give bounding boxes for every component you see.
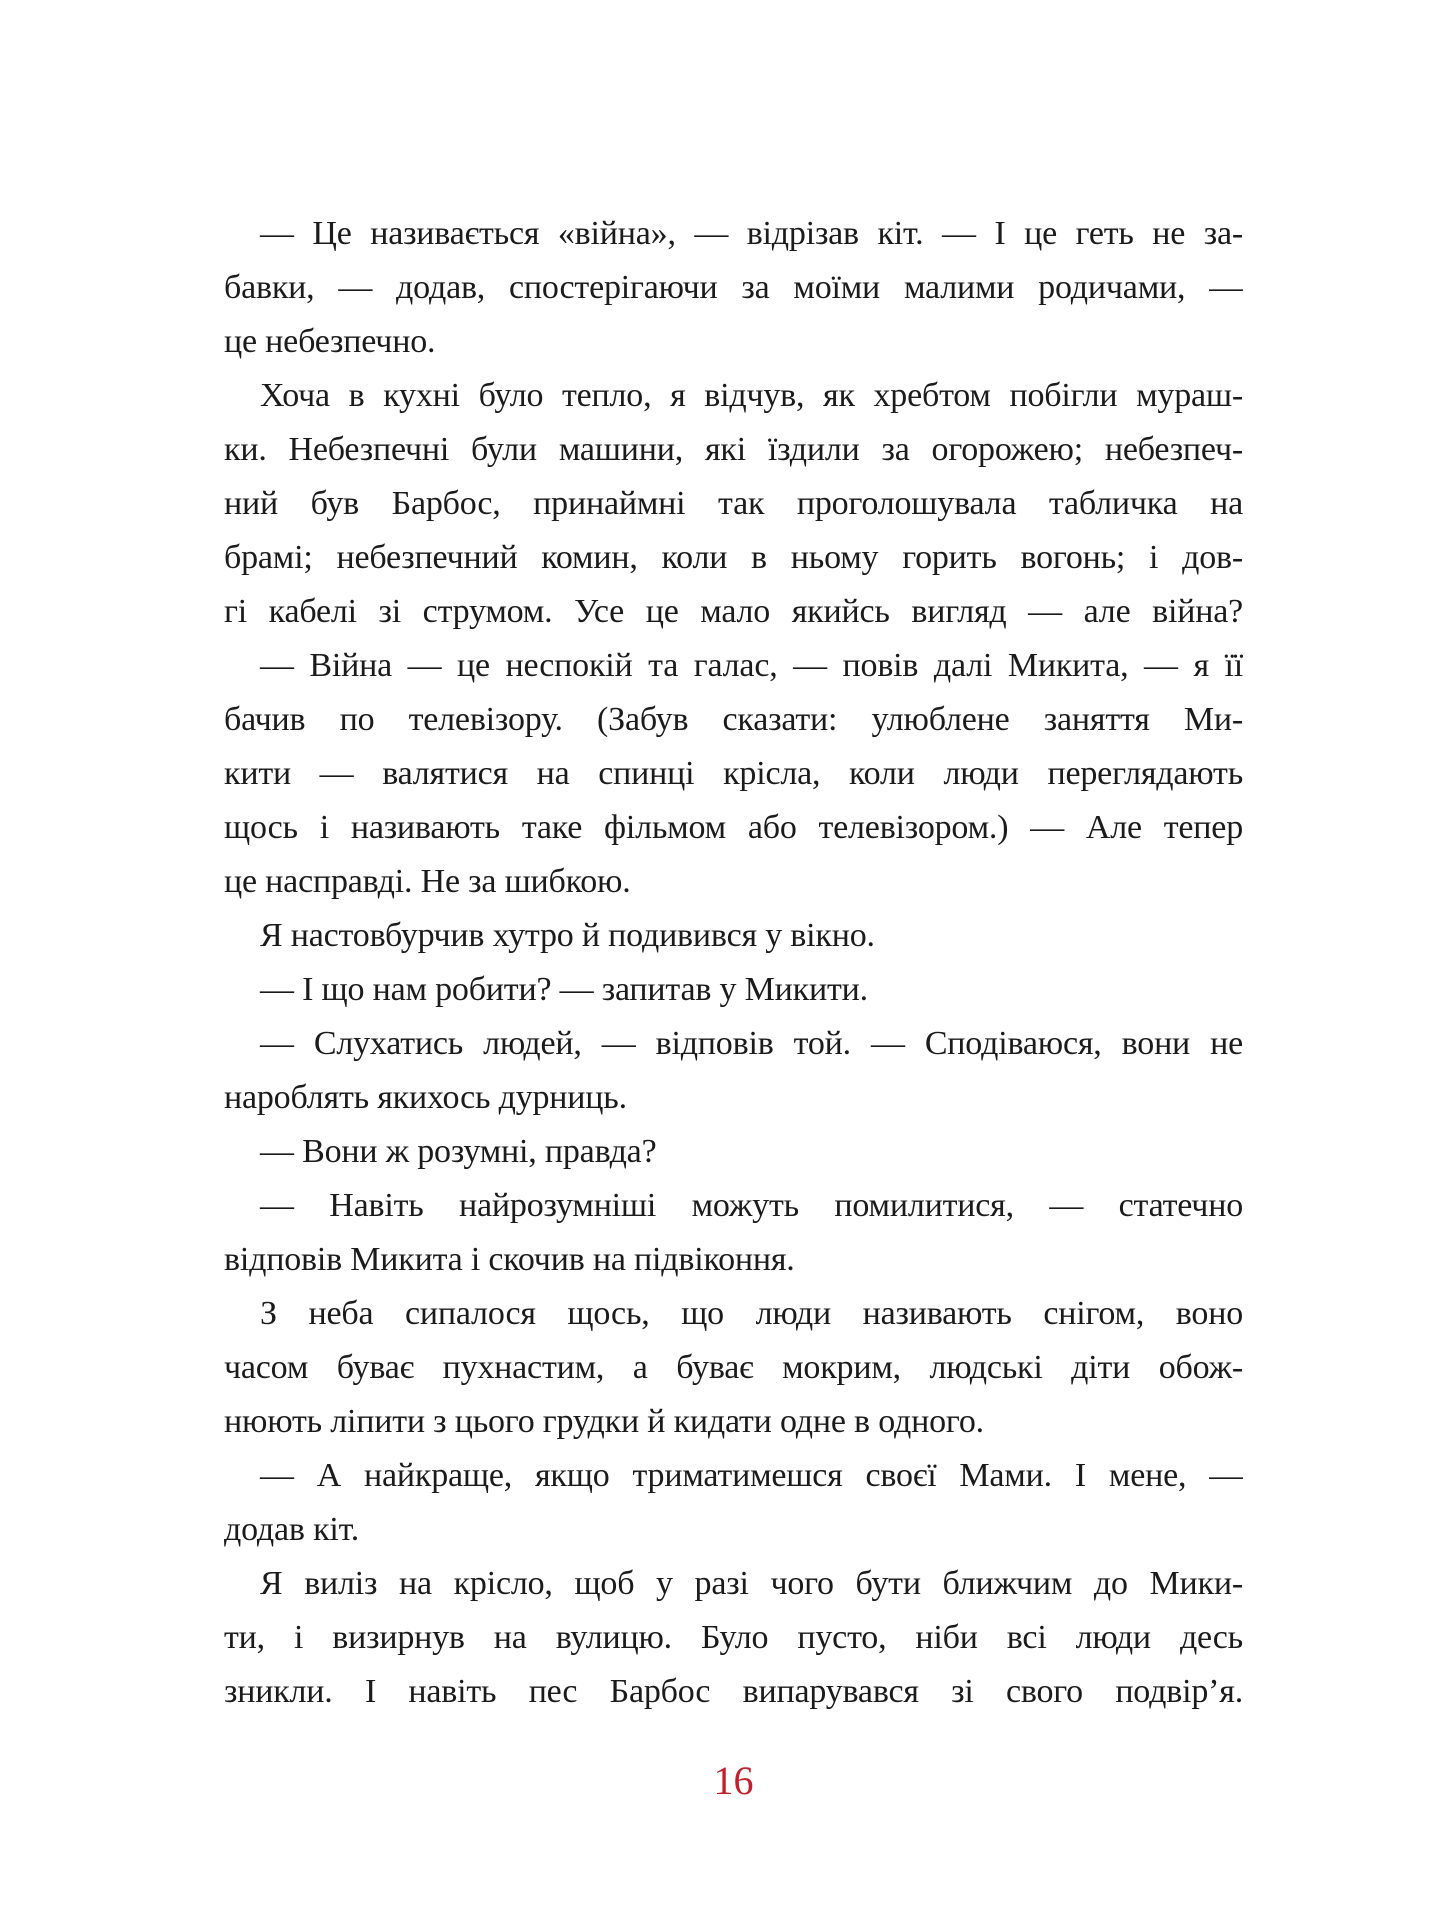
text-line: додав кіт. [224,1511,360,1548]
text-line: це насправді. Не за шибкою. [224,863,631,900]
text-line: нюють ліпити з цього грудки й кидати одне в одного. [224,1403,984,1440]
text-line: — Слухатись людей, — відповів той. — Сподіваюся, вони не [260,1025,1243,1062]
text-line: Я настовбурчив хутро й подивився у вікно. [260,917,875,954]
text-line: брамі; небезпечний комин, коли в ньому горить вогонь; і дов- [224,539,1243,576]
text-block [224,207,1243,1719]
text-line: ний був Барбос, принаймні так проголошувала табличка на [224,485,1243,522]
text-line: — І що нам робити? — запитав у Микити. [260,971,868,1008]
text-line: ти, і визирнув на вулицю. Було пусто, ніби всі люди десь [224,1619,1243,1656]
text-line: — Війна — це неспокій та галас, — повів далі Микита, — я її [260,647,1243,684]
text-line: часом буває пухнастим, а буває мокрим, людські діти обож- [224,1349,1243,1386]
text-line: щось і називають таке фільмом або телевізором.) — Але тепер [224,809,1243,846]
text-line: зникли. І навіть пес Барбос випарувався зі свого подвір’я. [224,1673,1243,1710]
text-line: бачив по телевізору. (Забув сказати: улюблене заняття Ми- [224,701,1243,738]
text-line: це небезпечно. [224,323,436,360]
page-number: 16 [713,1758,754,1803]
text-line: — Це називається «війна», — відрізав кіт. — І це геть не за- [260,215,1243,252]
text-line: кити — валятися на спинці крісла, коли люди переглядають [224,755,1243,792]
text-line: З неба сипалося щось, що люди називають снігом, воно [260,1295,1243,1332]
text-line: ки. Небезпечні були машини, які їздили за огорожею; небезпеч- [224,431,1243,468]
text-line: бавки, — додав, спостерігаючи за моїми малими родичами, — [224,269,1243,306]
text-line: — Вони ж розумні, правда? [260,1133,657,1170]
text-line: Я виліз на крісло, щоб у разі чого бути ближчим до Мики- [260,1565,1243,1602]
text-line: Хоча в кухні було тепло, я відчув, як хребтом побігли мураш- [260,377,1243,414]
text-line: — Навіть найрозумніші можуть помилитися, — статечно [260,1187,1243,1224]
text-line: гі кабелі зі струмом. Усе це мало якийсь вигляд — але війна? [224,593,1243,630]
text-line: — А найкраще, якщо триматимешся своєї Мами. І мене, — [260,1457,1243,1494]
text-line: відповів Микита і скочив на підвіконня. [224,1241,795,1278]
text-line: нароблять якихось дурниць. [224,1079,627,1116]
